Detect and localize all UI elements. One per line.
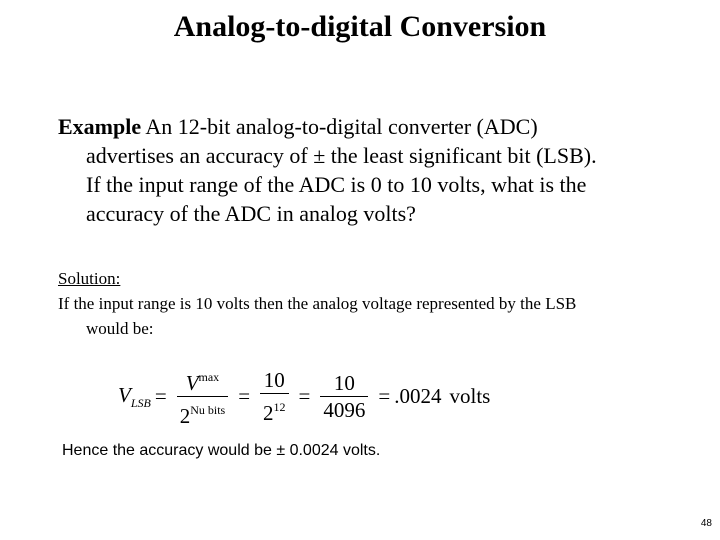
equals-sign: =	[154, 384, 167, 408]
example-line-4: accuracy of the ADC in analog volts?	[86, 201, 416, 226]
example-line-2: advertises an accuracy of ± the least significant bit (LSB).	[86, 143, 597, 168]
example-label: Example	[58, 114, 142, 139]
fraction-10-over-4096	[320, 370, 368, 423]
fraction-3-numerator: 10	[333, 371, 355, 395]
vmax-symbol: V	[185, 371, 199, 395]
fraction-1-denominator	[177, 397, 229, 429]
fraction-1-numerator	[183, 364, 223, 396]
slide-title: Analog-to-digital Conversion	[173, 10, 547, 43]
solution-heading: Solution:	[58, 269, 121, 288]
conclusion-text: Hence the accuracy would be ± 0.0024 volts.	[62, 442, 381, 459]
solution-text	[58, 266, 698, 341]
fraction-2-numerator: 10	[263, 368, 285, 392]
fraction-vmax-over-2nbits	[177, 364, 229, 429]
solution-line-1: If the input range is 10 volts then the analog voltage represented by the LSB	[58, 294, 577, 313]
base-two: 2	[179, 404, 191, 428]
twelve-exponent: 12	[273, 400, 286, 414]
example-line-1	[58, 112, 678, 141]
equals-sign: =	[298, 384, 311, 408]
example-line-3: If the input range of the ADC is 0 to 10 volts, what is the	[86, 172, 587, 197]
base-two: 2	[263, 401, 274, 425]
fraction-10-over-2-12	[260, 367, 289, 426]
formula-lhs-symbol: V	[118, 382, 131, 407]
equals-sign: =	[378, 384, 391, 408]
example-text	[58, 112, 678, 228]
fraction-3-denominator: 4096	[323, 398, 366, 422]
fraction-2-denominator	[260, 394, 289, 426]
equals-sign: =	[238, 384, 251, 408]
formula-lhs-subscript: LSB	[130, 395, 151, 410]
formula-result: .0024	[394, 384, 442, 408]
example-line-1-text: An 12-bit analog-to-digital converter (ADC)	[145, 114, 538, 139]
nu-bits-exponent: Nu bits	[190, 403, 226, 417]
lsb-formula	[118, 364, 490, 429]
solution-line-2: would be:	[86, 319, 154, 338]
page-number: 48	[700, 518, 712, 529]
vmax-subscript: max	[198, 370, 220, 384]
formula-units: volts	[449, 384, 491, 408]
formula-lhs	[118, 383, 151, 411]
